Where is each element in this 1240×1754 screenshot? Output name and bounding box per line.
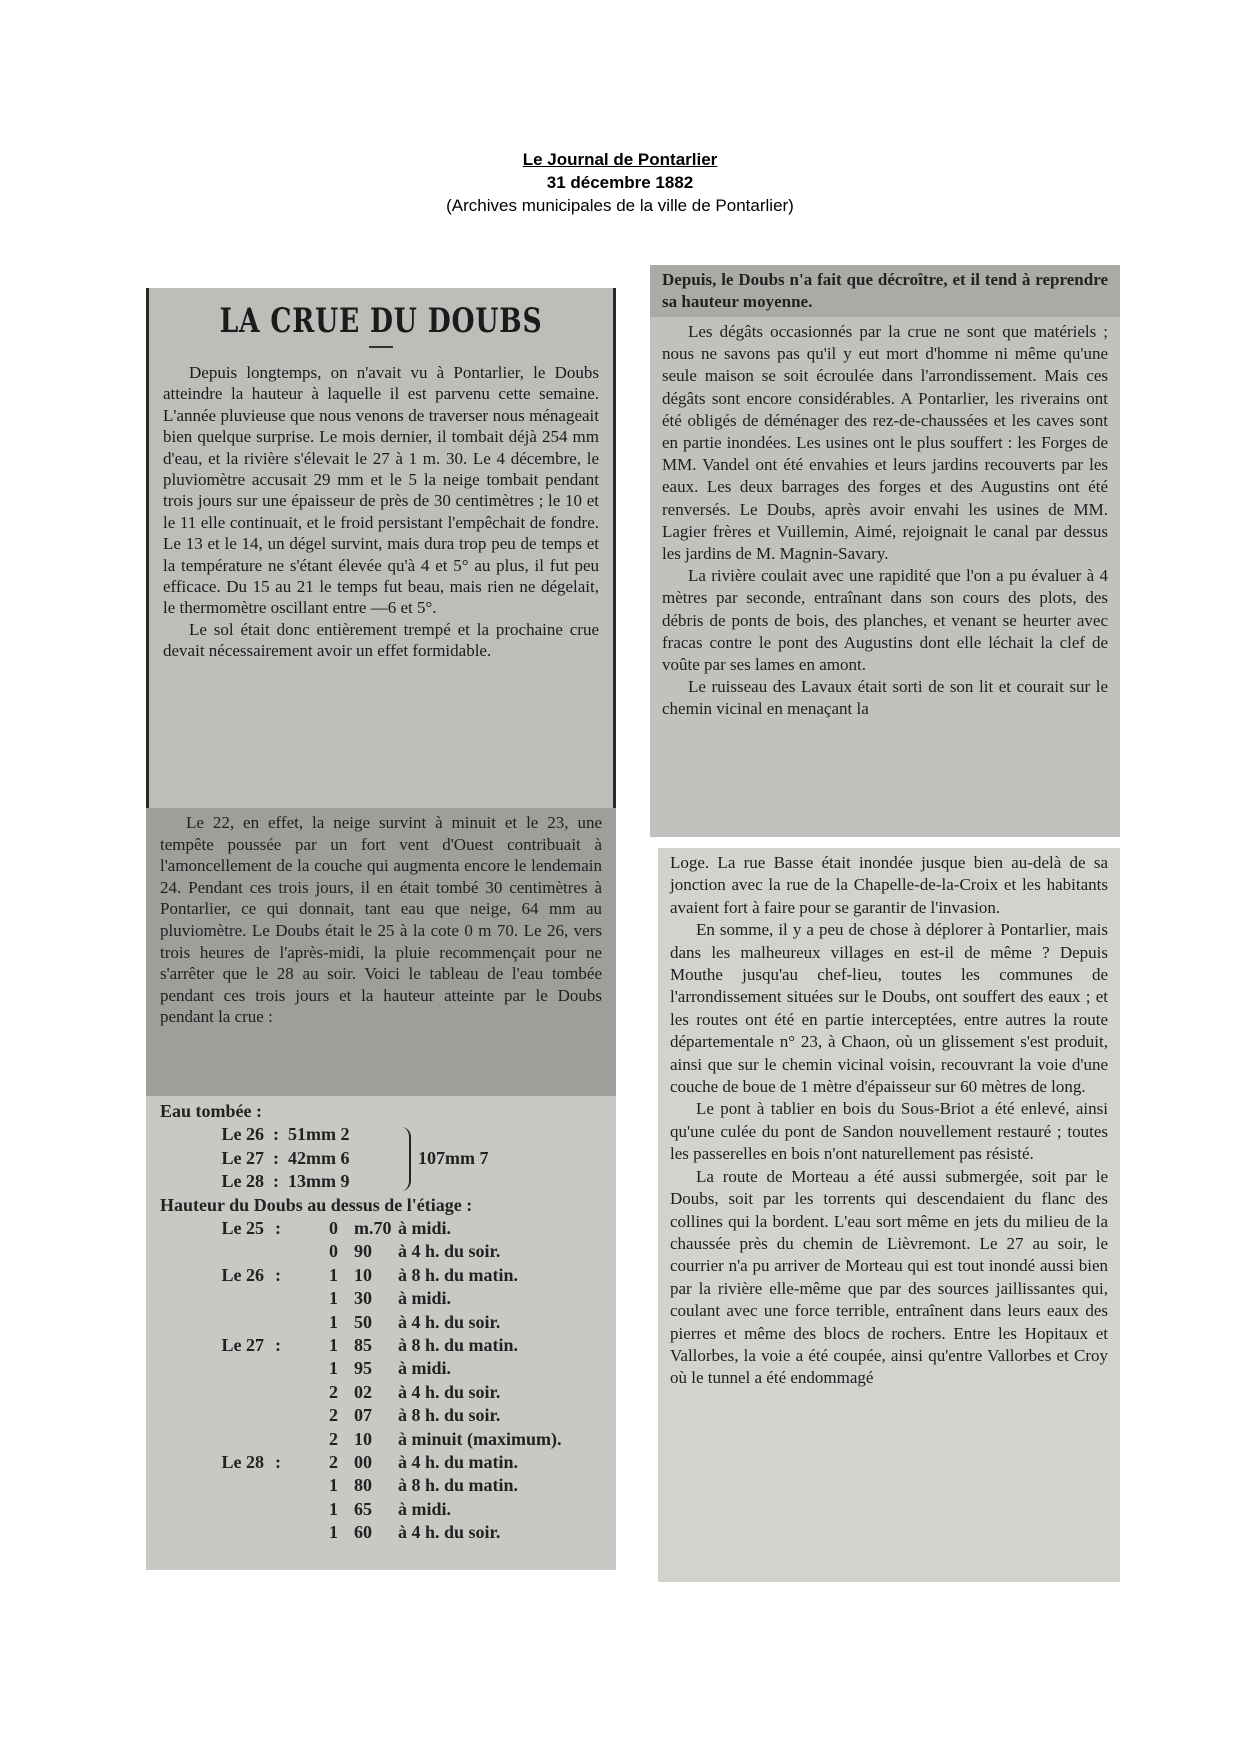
level-row [160, 1240, 602, 1263]
level-centimeters: 85 [354, 1334, 372, 1355]
level-time: à minuit (maximum). [398, 1428, 562, 1449]
paragraph: En somme, il y a peu de chose à déplorer à Pontarlier, mais dans les malheureux villages en est-il de même ? Depuis Mouthe jusqu'au chef-lieu, toutes les communes de l'arrondissement situées sur le Doubs, ont souffert des eaux ; et les routes ont été en partie interceptées, entre autres la route départementale n° 23, à Chaon, où un glissement s'est produit, ainsi que sur le chemin vicinal voisin, recouvrant la voie d'une couche de boue de 1 mètre d'épaisseur sur 60 mètres de long. [670, 920, 1108, 1097]
paragraph: La rivière coulait avec une rapidité que l'on a pu évaluer à 4 mètres par seconde, entraînant dans son cours des plots, des débris de ponts de bois, des planches, et venant se heurter avec fracas contre le pont des Augustins dont elle léchait la clef de voûte par ses lames en amont. [662, 566, 1108, 675]
colon: : [275, 1264, 281, 1285]
rain-row [160, 1147, 602, 1170]
level-time: à 8 h. du matin. [398, 1334, 519, 1355]
level-time: à 4 h. du soir. [398, 1381, 501, 1402]
level-row [160, 1381, 602, 1404]
level-meters: 1 [329, 1475, 338, 1496]
colon: : [273, 1171, 279, 1192]
document-date: 31 décembre 1882 [546, 173, 694, 192]
brace [395, 1127, 411, 1191]
level-day: Le 26 [221, 1264, 264, 1285]
rain-day: Le 27 [221, 1147, 264, 1168]
clipping-left-top [146, 288, 616, 808]
level-centimeters: 50 [354, 1311, 372, 1332]
colon [264, 1287, 292, 1310]
level-meters: 1 [329, 1334, 338, 1355]
level-time: à midi. [398, 1217, 452, 1238]
paragraph: Depuis, le Doubs n'a fait que décroître, et il tend à reprendre sa hauteur moyenne. [662, 270, 1108, 311]
level-time: à 4 h. du soir. [398, 1522, 501, 1543]
level-meters: 1 [329, 1358, 338, 1379]
headline-rule [369, 346, 393, 348]
colon [264, 1404, 292, 1427]
level-time: à 4 h. du soir. [398, 1311, 501, 1332]
level-meters: 1 [329, 1498, 338, 1519]
level-row [160, 1264, 602, 1287]
level-time: à midi. [398, 1358, 452, 1379]
rain-heading: Eau tombée : [160, 1101, 262, 1121]
level-row [160, 1521, 602, 1544]
level-time: à 8 h. du matin. [398, 1264, 519, 1285]
paragraph: Loge. La rue Basse était inondée jusque bien au-delà de sa jonction avec la rue de la Chapelle-de-la-Croix et les habitants avaient fort à faire pour se garantir de l'invasion. [670, 853, 1108, 917]
level-centimeters: 90 [354, 1241, 372, 1262]
level-row [160, 1357, 602, 1380]
level-day [160, 1287, 264, 1310]
clipping-right-top [650, 265, 1120, 317]
level-day: Le 27 [221, 1334, 264, 1355]
level-row [160, 1334, 602, 1357]
level-centimeters: 10 [354, 1264, 372, 1285]
colon: : [273, 1124, 279, 1145]
paragraph: Les dégâts occasionnés par la crue ne sont que matériels ; nous ne savons pas qu'il y eut mort d'homme ni même qu'une seule maison se soit écroulée dans l'arrondissement. Mais ces dégâts sont encore considérables. A Pontarlier, les riverains ont été obligés de déménager des rez-de-chaussées et les caves sont en partie inondées. Les usines ont le plus souffert : les Forges de MM. Vandel ont été envahies et leurs jardins recouverts par les eaux. Les deux barrages des forges et des Augustins ont été renversés. Le Doubs, après avoir envahi les usines de MM. Lagier frères et Vuillemin, Aimé, rejoignait le canal par dessus les jardins de M. Magnin-Savary. [662, 322, 1108, 564]
level-day [160, 1311, 264, 1334]
colon [264, 1381, 292, 1404]
level-centimeters: 07 [354, 1405, 372, 1426]
colon [264, 1357, 292, 1380]
level-meters: 2 [329, 1428, 338, 1449]
level-meters: 0 [329, 1217, 338, 1238]
paragraph: La route de Morteau a été aussi submergée, soit par le Doubs, soit par les torrents qui descendaient du flanc des collines qui la bordent. L'eau sort même en jets du milieu de la chaussée près du chemin de Lièvremont. Le 27 au soir, le courrier n'a pu arriver de Morteau qui est tout inondé aussi bien par la rivière elle-même que par des sources jaillissantes qui, coulant avec une force terrible, entraînent dans leurs eaux des pierres et même des blocs de rochers. Entre les Hopitaux et Vallorbes, la voie a été coupée, ainsi qu'entre Vallorbes et Croy où le tunnel a été endommagé [670, 1166, 1108, 1388]
level-meters: 1 [329, 1311, 338, 1332]
colon [264, 1474, 292, 1497]
level-meters: 2 [329, 1381, 338, 1402]
paragraph: Le ruisseau des Lavaux était sorti de son lit et courait sur le chemin vicinal en menaçant la [662, 677, 1108, 719]
level-day [160, 1521, 264, 1544]
level-centimeters: 80 [354, 1475, 372, 1496]
colon: : [275, 1334, 281, 1355]
rain-row [160, 1123, 602, 1146]
level-row [160, 1498, 602, 1521]
colon: : [275, 1217, 281, 1238]
level-meters: 2 [329, 1405, 338, 1426]
level-meters: 2 [329, 1451, 338, 1472]
rain-table [160, 1123, 602, 1193]
level-centimeters: 95 [354, 1358, 372, 1379]
article-headline: LA CRUE DU DOUBS [219, 301, 543, 341]
level-meters: 0 [329, 1241, 338, 1262]
level-centimeters: 60 [354, 1522, 372, 1543]
level-day [160, 1404, 264, 1427]
level-time: à 4 h. du soir. [398, 1241, 501, 1262]
level-centimeters: 30 [354, 1288, 372, 1309]
level-time: à 4 h. du matin. [398, 1451, 519, 1472]
level-day [160, 1474, 264, 1497]
rain-total: 107mm 7 [418, 1148, 489, 1169]
paragraph: Le 22, en effet, la neige survint à minuit et le 23, une tempête poussée par un fort vent d'Ouest contribuait à l'amoncellement de la couche qui augmenta encore le lendemain 24. Pendant ces trois jours, il en était tombé 30 centimètres à Pontarlier, ce qui donnait, tant eau que neige, 64 mm au pluviomètre. Le Doubs était le 25 à la cote 0 m 70. Le 26, vers trois heures de l'après-midi, la pluie recommençait pour ne s'arrêter que le 28 au soir. Voici le tableau de l'eau tombée pendant ces trois jours et la hauteur atteinte par le Doubs pendant la crue : [160, 813, 602, 1027]
colon [264, 1521, 292, 1544]
level-meters: 1 [329, 1288, 338, 1309]
clipping-right-middle [650, 317, 1120, 837]
level-day [160, 1240, 264, 1263]
level-day [160, 1357, 264, 1380]
paragraph: Le pont à tablier en bois du Sous-Briot a été enlevé, ainsi qu'une culée du pont de Sandon nouvellement restauré ; toutes les passerelles en bois n'ont naturellement pas résisté. [670, 1099, 1108, 1164]
level-row [160, 1287, 602, 1310]
level-time: à midi. [398, 1498, 452, 1519]
colon [264, 1498, 292, 1521]
clipping-right-bottom [658, 848, 1120, 1582]
document-title: Le Journal de Pontarlier [522, 150, 718, 169]
rain-day: Le 28 [221, 1171, 264, 1192]
level-day: Le 25 [221, 1217, 264, 1238]
level-row [160, 1311, 602, 1334]
level-time: à midi. [398, 1288, 452, 1309]
rain-day: Le 26 [221, 1124, 264, 1145]
clipping-left-table [146, 1096, 616, 1570]
level-time: à 8 h. du soir. [398, 1405, 501, 1426]
level-day [160, 1381, 264, 1404]
level-centimeters: 65 [354, 1498, 372, 1519]
level-row [160, 1451, 602, 1474]
level-meters: 1 [329, 1264, 338, 1285]
document-header [0, 148, 1240, 217]
level-row [160, 1217, 602, 1240]
level-centimeters: 00 [354, 1451, 372, 1472]
colon [264, 1428, 292, 1451]
level-heading: Hauteur du Doubs au dessus de l'étiage : [160, 1194, 473, 1215]
rain-row [160, 1170, 602, 1193]
colon [264, 1240, 292, 1263]
rain-value: 51mm 2 [288, 1124, 350, 1145]
paragraph: Depuis longtemps, on n'avait vu à Pontarlier, le Doubs atteindre la hauteur à laquelle il est parvenu cette semaine. L'année pluvieuse que nous venons de traverser nous ménageait bien quelque surprise. Le mois dernier, il tombait déjà 254 mm d'eau, et la rivière s'élevait le 27 à 1 m. 30. Le 4 décembre, le pluviomètre accusait 29 mm et le 5 la neige tombait pendant trois jours sur une épaisseur de près de 30 centimètres ; le 10 et le 11 elle continuait, et le froid persistant l'empêchait de fondre. Le 13 et le 14, un dégel survint, mais dura trop peu de temps et la température ne s'étant élevée qu'à 4 et 5° au plus, il fut peu efficace. Du 15 au 21 le temps fut beau, mais rien ne dégelait, le thermomètre oscillant entre —6 et 5°. [163, 363, 599, 618]
level-centimeters: 10 [354, 1428, 372, 1449]
colon [264, 1311, 292, 1334]
paragraph: Le sol était donc entièrement trempé et la prochaine crue devait nécessairement avoir un effet formidable. [163, 619, 599, 661]
level-day: Le 28 [221, 1451, 264, 1472]
document-source: (Archives municipales de la ville de Pontarlier) [446, 196, 794, 215]
colon: : [273, 1147, 279, 1168]
rain-value: 42mm 6 [288, 1147, 350, 1168]
level-centimeters: m.70 [354, 1217, 392, 1238]
colon: : [275, 1451, 281, 1472]
level-centimeters: 02 [354, 1381, 372, 1402]
level-row [160, 1428, 602, 1451]
level-row [160, 1404, 602, 1427]
level-time: à 8 h. du matin. [398, 1475, 519, 1496]
clipping-left-middle [146, 808, 616, 1096]
level-day [160, 1428, 264, 1451]
level-table [160, 1217, 602, 1544]
level-row [160, 1474, 602, 1497]
rain-value: 13mm 9 [288, 1171, 350, 1192]
level-meters: 1 [329, 1522, 338, 1543]
level-day [160, 1498, 264, 1521]
